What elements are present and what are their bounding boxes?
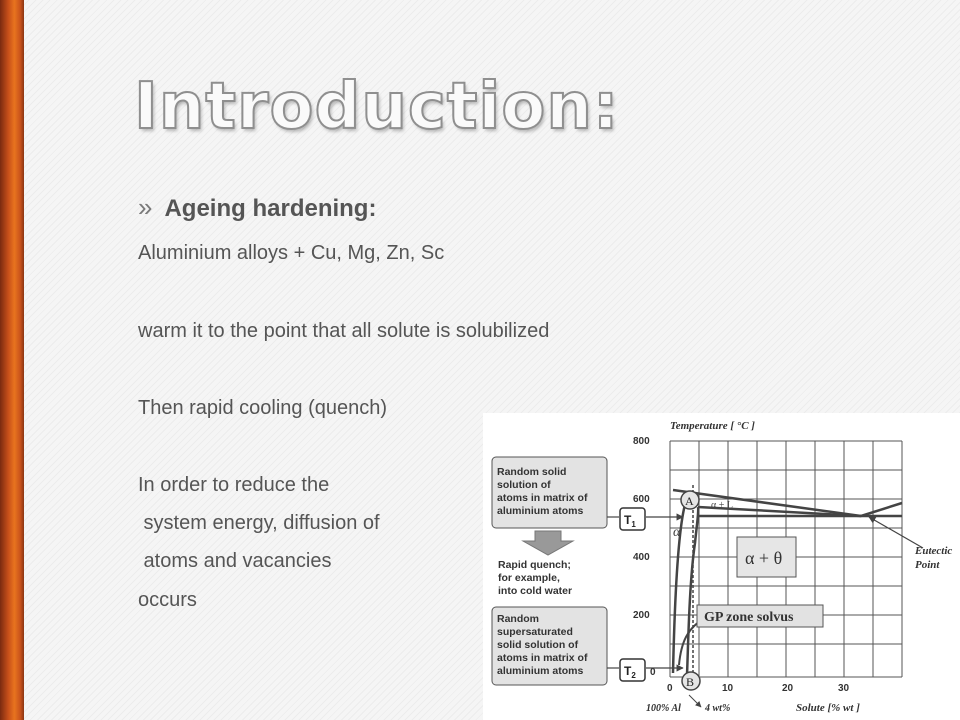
y-tick-400: 400 [633, 552, 650, 563]
eutectic-label-line1: Eutectic [915, 545, 953, 557]
body-line-4: In order to reduce the [138, 474, 330, 496]
x-tick-0: 0 [667, 683, 673, 694]
x-axis-title: Solute [% wt ] [796, 702, 860, 714]
quench-line-1: Rapid quench; [498, 559, 571, 571]
body-line-3: Then rapid cooling (quench) [138, 397, 388, 419]
y-tick-0: 0 [650, 667, 656, 678]
box-top-line-3: atoms in matrix of [497, 492, 588, 504]
body-line-2: warm it to the point that all solute is solubilized [138, 320, 550, 342]
x-tick-10: 10 [722, 683, 734, 694]
box-top-line-2: solution of [497, 479, 551, 491]
t2-label: $T_2$ [624, 664, 636, 680]
x-origin-label: 100% Al [646, 703, 681, 714]
body-line-6: atoms and vacancies [138, 550, 332, 572]
box-bottom-line-4: atoms in matrix of [497, 652, 588, 664]
body-line-1: Aluminium alloys + Cu, Mg, Zn, Sc [138, 242, 445, 264]
slide-title: Introduction: [134, 70, 620, 144]
phase-curves [673, 490, 902, 675]
composition-label: 4 wt% [705, 703, 731, 714]
left-accent-bar [0, 0, 24, 720]
y-axis-title: Temperature [ °C ] [670, 420, 755, 432]
quench-arrow-icon [523, 531, 573, 555]
box-bottom-line-5: aluminium atoms [497, 665, 584, 677]
body-line-7: occurs [138, 589, 197, 611]
y-tick-800: 800 [633, 436, 650, 447]
bullet-heading [138, 192, 376, 223]
y-tick-200: 200 [633, 610, 650, 621]
quench-line-2: for example, [498, 572, 560, 584]
heading-text: Ageing hardening: [164, 195, 377, 222]
gp-zone-label: GP zone solvus [704, 610, 794, 625]
eutectic-arrow [869, 517, 923, 548]
t1-label: $T_1$ [624, 513, 636, 529]
quench-line-3: into cold water [498, 585, 573, 597]
x-tick-20: 20 [782, 683, 794, 694]
bullet-chevron-icon: » [138, 192, 153, 222]
x-tick-30: 30 [838, 683, 850, 694]
alpha-liquid-label: α + L [711, 500, 733, 511]
alpha-label: α [673, 525, 681, 540]
box-bottom-line-1: Random [497, 613, 539, 625]
box-bottom-line-3: solid solution of [497, 639, 579, 651]
point-a-label: A [685, 494, 694, 508]
phase-diagram [483, 413, 960, 720]
body-line-5: system energy, diffusion of [138, 512, 380, 534]
box-bottom-line-2: supersaturated [497, 626, 573, 638]
y-tick-600: 600 [633, 494, 650, 505]
box-top-line-1: Random solid [497, 466, 567, 478]
box-top-line-4: aluminium atoms [497, 505, 584, 517]
phase-diagram-figure [483, 413, 960, 720]
eutectic-label-line2: Point [915, 559, 940, 571]
alpha-theta-label: α + θ [745, 548, 783, 568]
point-b-label: B [686, 675, 695, 689]
